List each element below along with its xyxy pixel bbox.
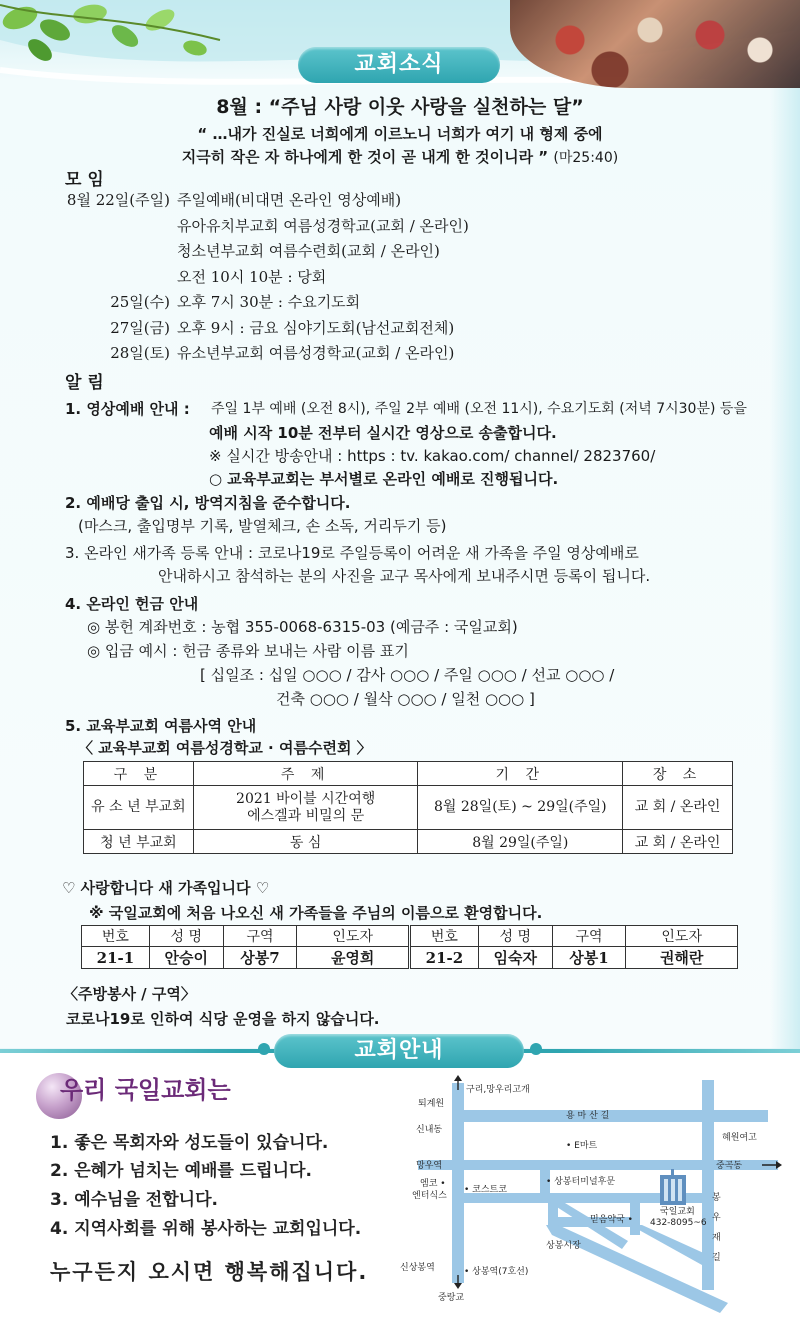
family-header-cell: 구역: [552, 926, 626, 947]
family-district: 상봉7: [223, 947, 297, 969]
meeting-date: 28일(토): [110, 344, 170, 362]
meeting-item: 유아유치부교회 여름성경학교(교회 / 온라인): [177, 217, 469, 235]
summer-cell-theme: [193, 786, 418, 830]
verse-text-2: 지극히 작은 자 하나에게 한 것이 곧 내게 한 것이니라 ”: [181, 148, 549, 166]
map-label-bongu-3: 재: [712, 1233, 721, 1243]
map-label-enm-1: 엠코 •: [420, 1179, 446, 1189]
church-point-4: 4. 지역사회를 위해 봉사하는 교회입니다.: [50, 1219, 362, 1239]
map-label-terminal: • 상봉터미널후문: [546, 1177, 616, 1187]
summer-table-header: [84, 762, 733, 786]
map-label-church: 국일교회: [660, 1207, 695, 1217]
family-header-cell: 인도자: [626, 926, 738, 947]
summer-cell-division: 유 소 년 부교회: [84, 786, 194, 830]
summer-program-table: [83, 761, 733, 854]
table-row: [82, 947, 409, 969]
family-header-cell: 번호: [411, 926, 479, 947]
church-guide-title: 교회안내: [274, 1034, 524, 1068]
family-name: 안승이: [149, 947, 223, 969]
welcome-message: 누구든지 오시면 행복해집니다.: [50, 1260, 369, 1284]
summer-cell-period: 8월 29일(주일): [418, 830, 623, 854]
divider-dot: [258, 1043, 270, 1055]
verse-line-2: [0, 147, 800, 168]
map-label-sangbong-station: • 상봉역(7호선): [464, 1267, 529, 1277]
notice-3-line-1: 3. 온라인 새가족 등록 안내 : 코로나19로 주일등록이 어려운 새 가족을 주일 영상예배로: [65, 544, 639, 562]
table-row: [411, 947, 738, 969]
meeting-item: 오전 10시 10분 : 당회: [177, 268, 327, 286]
map-label-enm-2: 엔터식스: [412, 1191, 447, 1201]
kitchen-text: 코로나19로 인하여 식당 운영을 하지 않습니다.: [66, 1010, 380, 1028]
church-building-icon: [660, 1169, 686, 1205]
new-family-table-2: [410, 925, 738, 969]
church-point-2: 2. 은혜가 넘치는 예배를 드립니다.: [50, 1161, 312, 1181]
family-number: 21-1: [82, 947, 150, 969]
family-header-cell: 구역: [223, 926, 297, 947]
meetings-heading: 모 임: [65, 170, 104, 190]
kitchen-heading: 〈주방봉사 / 구역〉: [63, 985, 196, 1003]
leaves-decoration: [0, 0, 230, 80]
new-family-table-1: [81, 925, 409, 969]
meeting-item: 유소년부교회 여름성경학교(교회 / 온라인): [177, 344, 455, 362]
family-name: 임숙자: [478, 947, 552, 969]
divider-dot: [530, 1043, 542, 1055]
map-label-toegyewon: 퇴계원: [418, 1099, 445, 1109]
map-label-hyewon: 혜원여고: [722, 1133, 757, 1143]
family-table-header: [82, 926, 409, 947]
verse-line-1: “ …내가 진실로 너희에게 이르노니 너희가 여기 내 형제 중에: [197, 125, 603, 143]
summer-theme-line-1: 2021 바이블 시간여행: [236, 790, 376, 807]
map-label-yongmasan-road: 용 마 산 길: [566, 1111, 610, 1121]
side-gradient: [770, 60, 800, 1050]
notice-2-line-1: 2. 예배당 출입 시, 방역지침을 준수합니다.: [65, 494, 351, 512]
notice-5-line-1: 5. 교육부교회 여름사역 안내: [65, 717, 257, 735]
family-header-cell: 성 명: [478, 926, 552, 947]
summer-cell-place: 교 회 / 온라인: [623, 830, 733, 854]
map-label-phone: 432-8095~6: [650, 1218, 707, 1228]
map-label-costco: • 코스트코: [464, 1185, 507, 1195]
family-table-header: [411, 926, 738, 947]
map-label-jungnang: 중랑교: [438, 1293, 465, 1303]
church-news-title: 교회소식: [298, 47, 500, 83]
summer-header-cell: 구 분: [84, 762, 194, 786]
notice-1-stream-url: ※ 실시간 방송안내 : https : tv. kakao.com/ channel/ 2823760/: [209, 447, 656, 465]
summer-cell-place: 교 회 / 온라인: [623, 786, 733, 830]
notice-1-label: 1. 영상예배 안내 :: [65, 400, 190, 418]
summer-header-cell: 기 간: [418, 762, 623, 786]
meeting-item: 오후 9시 : 금요 심야기도회(남선교회전체): [177, 319, 455, 337]
map-label-emart: • E마트: [566, 1141, 598, 1151]
table-row: [84, 830, 733, 854]
summer-header-cell: 장 소: [623, 762, 733, 786]
notice-5-line-2: 〈 교육부교회 여름성경학교 · 여름수련회 〉: [78, 739, 372, 757]
meeting-date: 27일(금): [110, 319, 170, 337]
summer-theme-line-2: 에스겔과 비밀의 문: [247, 807, 365, 824]
family-guide: 윤영희: [297, 947, 409, 969]
notice-4-line-4: [ 십일조 : 십일 ○○○ / 감사 ○○○ / 주일 ○○○ / 선교 ○○○ /: [200, 666, 615, 684]
family-guide: 권해란: [626, 947, 738, 969]
meeting-date: 8월 22일(주일): [66, 191, 170, 209]
map-label-pharmacy: 믿음약국 •: [590, 1215, 633, 1225]
summer-cell-theme: 동 심: [193, 830, 418, 854]
family-number: 21-2: [411, 947, 479, 969]
meeting-item: 주일예배(비대면 온라인 영상예배): [177, 191, 402, 209]
family-header-cell: 번호: [82, 926, 150, 947]
meeting-item: 청소년부교회 여름수련회(교회 / 온라인): [177, 242, 440, 260]
map-label-bongu-4: 길: [712, 1253, 721, 1263]
family-district: 상봉1: [552, 947, 626, 969]
meeting-item: 오후 7시 30분 : 수요기도회: [177, 293, 361, 311]
notice-4-example: ◎ 입금 예시 : 헌금 종류와 보내는 사람 이름 표기: [87, 642, 409, 660]
notice-1-line-4: ○ 교육부교회는 부서별로 온라인 예배로 진행됩니다.: [209, 470, 559, 488]
map-label-bongu-2: 우: [712, 1213, 721, 1223]
map-label-market: 상봉시장: [546, 1241, 581, 1251]
map-label-mangu-station: 망우역: [416, 1161, 443, 1171]
family-header-cell: 성 명: [149, 926, 223, 947]
notice-2-line-2: (마스크, 출입명부 기록, 발열체크, 손 소독, 거리두기 등): [78, 517, 447, 535]
notices-heading: 알 림: [65, 373, 104, 393]
church-point-3: 3. 예수님을 전합니다.: [50, 1190, 218, 1210]
notice-1-line-1: 주일 1부 예배 (오전 8시), 주일 2부 예배 (오전 11시), 수요기도회 (저녁 7시30분) 등을: [211, 401, 747, 417]
summer-cell-division: 청 년 부교회: [84, 830, 194, 854]
new-family-subtext: ※ 국일교회에 처음 나오신 새 가족들을 주님의 이름으로 환영합니다.: [89, 904, 543, 922]
notice-4-line-5: 건축 ○○○ / 월삭 ○○○ / 일천 ○○○ ]: [276, 690, 535, 708]
church-point-1: 1. 좋은 목회자와 성도들이 있습니다.: [50, 1133, 329, 1153]
summer-header-cell: 주 제: [193, 762, 418, 786]
map-label-sinsangbong: 신상봉역: [400, 1263, 435, 1273]
church-intro-title: 우리 국일교회는: [60, 1076, 231, 1104]
table-row: [84, 786, 733, 830]
summer-cell-period: 8월 28일(토) ~ 29일(주일): [418, 786, 623, 830]
map-label-junggok: 중곡동: [716, 1161, 743, 1171]
verse-reference: (마25:40): [553, 150, 619, 166]
notice-3-line-2: 안내하시고 참석하는 분의 사진을 교구 목사에게 보내주시면 등록이 됩니다.: [158, 567, 651, 585]
family-header-cell: 인도자: [297, 926, 409, 947]
notice-1-line-2: 예배 시작 10분 전부터 실시간 영상으로 송출합니다.: [209, 424, 557, 442]
meeting-date: 25일(수): [110, 293, 170, 311]
notice-4-line-1: 4. 온라인 헌금 안내: [65, 595, 199, 613]
notice-4-account: ◎ 봉헌 계좌번호 : 농협 355-0068-6315-03 (예금주 : 국일교회): [87, 618, 518, 636]
map-label-sinnae: 신내동: [416, 1125, 443, 1135]
new-family-heading: ♡ 사랑합니다 새 가족입니다 ♡: [62, 879, 270, 897]
map-label-guri: 구리,망우리고개: [466, 1085, 530, 1095]
map-label-bongu-1: 봉: [712, 1193, 721, 1203]
church-location-map: [398, 1075, 788, 1315]
month-theme: 8월 : “주님 사랑 이웃 사랑을 실천하는 달”: [216, 96, 584, 118]
